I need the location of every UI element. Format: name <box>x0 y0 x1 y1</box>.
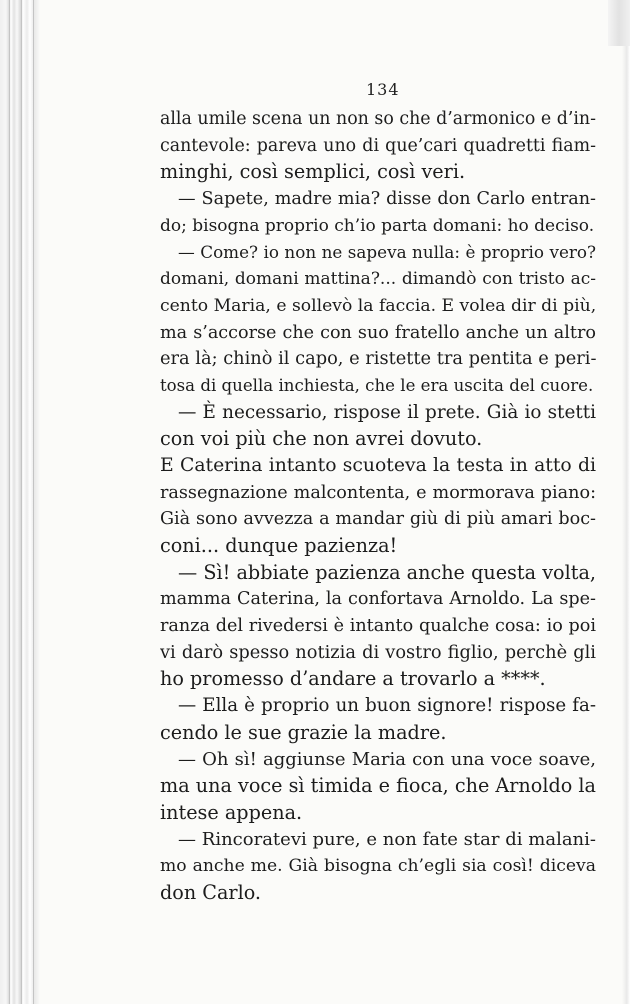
text-line: cento Maria, e sollevò la faccia. E volea dir di più, <box>160 295 596 316</box>
text-line: tosa di quella inchiesta, che le era uscita del cuore. <box>160 375 594 395</box>
text-line: intese appena. <box>160 800 303 824</box>
text-line: ma s’accorse che con suo fratello anche un altro <box>160 322 596 343</box>
text-line: — Rincoratevi pure, e non fate star di malani- <box>178 828 596 850</box>
text-line: — Sapete, madre mia? disse don Carlo entran- <box>178 189 596 210</box>
gutter-line <box>9 0 10 1004</box>
gutter-line <box>21 0 22 1004</box>
text-line: vi darò spesso notizia di vostro figlio, perchè gli <box>160 641 596 663</box>
text-line: E Caterina intanto scuoteva la testa in atto di <box>160 454 596 476</box>
text-line: cantevole: pareva uno di que’cari quadretti fiam- <box>160 135 596 156</box>
text-line: — È necessario, rispose il prete. Già io stetti <box>178 401 596 423</box>
text-line: minghi, così semplici, così veri. <box>160 160 466 184</box>
text-line: — Oh sì! aggiunse Maria con una voce soave, <box>178 748 596 770</box>
text-line: coni... dunque pazienza! <box>160 534 398 557</box>
text-line: cendo le sue grazie la madre. <box>160 720 447 744</box>
gutter-line <box>33 0 34 1004</box>
text-line: era là; chinò il capo, e ristette tra pentita e peri- <box>160 348 596 370</box>
text-line: — Sì! abbiate pazienza anche questa volta, <box>178 560 596 584</box>
text-line: Già sono avvezza a mandar giù di più amari boc- <box>160 509 596 530</box>
text-line: mo anche me. Già bisogna ch’egli sia così! diceva <box>160 856 596 877</box>
text-line: — Come? io non ne sapeva nulla: è proprio vero? <box>178 242 596 263</box>
text-line: ranza del rivedersi è intanto qualche cosa: io poi <box>160 616 596 637</box>
page-gutter <box>0 0 40 1004</box>
page-corner <box>608 0 630 46</box>
text-line: do; bisogna proprio ch’io parta domani: ho deciso. <box>160 215 595 236</box>
text-line: ma una voce sì timida e fioca, che Arnoldo la <box>160 774 596 798</box>
page-number: 134 <box>366 80 400 99</box>
text-line: — Ella è proprio un buon signore! rispose fa- <box>178 695 596 717</box>
text-line: rassegnazione malcontenta, e mormorava piano: <box>160 482 596 503</box>
page-right-edge <box>622 0 630 1004</box>
text-line: con voi più che non avrei dovuto. <box>160 427 483 451</box>
text-line: don Carlo. <box>160 880 262 904</box>
text-line: alla umile scena un non so che d’armonico e d’in- <box>160 109 596 129</box>
text-line: domani, domani mattina?... dimandò con tristo ac- <box>160 269 596 290</box>
text-line: mamma Caterina, la confortava Arnoldo. La spe- <box>160 589 596 610</box>
text-line: ho promesso d’andare a trovarlo a ****. <box>160 667 546 691</box>
body-text <box>160 106 596 907</box>
